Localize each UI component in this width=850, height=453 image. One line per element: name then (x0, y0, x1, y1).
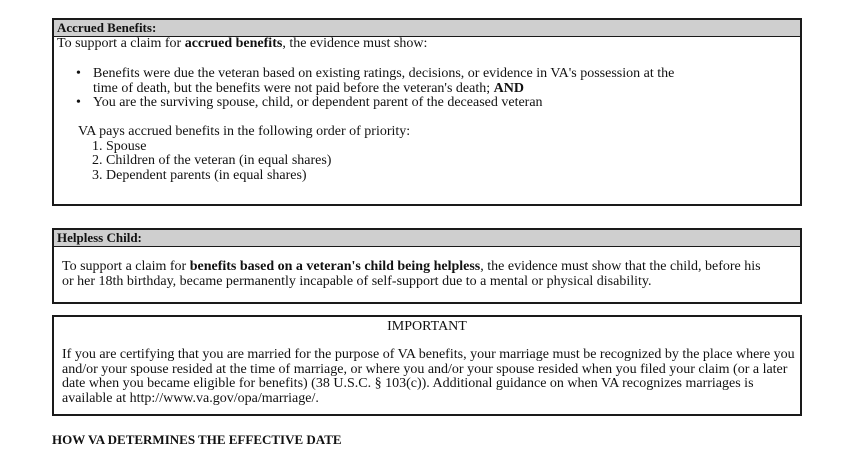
priority-list (92, 140, 410, 184)
bullet-line: You are the surviving spouse, child, or dependent parent of the deceased veteran (93, 95, 543, 111)
helpless-line: or her 18th birthday, became permanently incapable of self-support due to a mental or physical disability. (62, 273, 652, 289)
bullet-item (76, 96, 674, 111)
accrued-benefits-bullets (76, 67, 674, 111)
important-notice (52, 315, 802, 416)
important-title: IMPORTANT (387, 319, 467, 334)
effective-date-heading: HOW VA DETERMINES THE EFFECTIVE DATE (52, 432, 342, 447)
helpless-line: To support a claim for benefits based on a veteran's child being helpless, the evidence must show that the child, before his (62, 259, 761, 274)
helpless-child-header: Helpless Child: (54, 230, 800, 247)
accrued-benefits-header: Accrued Benefits: (54, 20, 800, 37)
important-line: available at http://www.va.gov/opa/marriage/. (62, 390, 319, 406)
bullet-glyph: • (76, 95, 81, 111)
bullet-line: time of death, but the benefits were not paid before the veteran's death; AND (93, 80, 524, 96)
accrued-benefits-intro: To support a claim for accrued benefits, the evidence must show: (57, 36, 428, 51)
helpless-child-section (52, 228, 802, 304)
helpless-child-body (62, 260, 797, 289)
important-line: and/or your spouse resided at the time of marriage, or where you and/or your spouse resided when you filed your claim (or a later (62, 361, 788, 377)
bullet-glyph: • (76, 66, 81, 81)
marriage-guidance-link[interactable]: http://www.va.gov/opa/marriage/ (129, 390, 316, 406)
bullet-item (76, 67, 674, 96)
priority-block (78, 125, 410, 183)
accrued-benefits-section (52, 18, 802, 206)
bullet-line: Benefits were due the veteran based on existing ratings, decisions, or evidence in VA's possession at the (93, 66, 675, 81)
important-line: date when you became eligible for benefits) (38 U.S.C. § 103(c)). Additional guidance on when VA recognizes marriages is (62, 376, 754, 392)
important-body (62, 348, 799, 406)
important-line: If you are certifying that you are married for the purpose of VA benefits, your marriage must be recognized by the place where you (62, 347, 795, 362)
priority-intro: VA pays accrued benefits in the following order of priority: (78, 124, 411, 139)
priority-item: 3. Dependent parents (in equal shares) (92, 167, 307, 183)
priority-item: 2. Children of the veteran (in equal shares) (92, 153, 332, 169)
priority-item: 1. Spouse (92, 138, 147, 154)
